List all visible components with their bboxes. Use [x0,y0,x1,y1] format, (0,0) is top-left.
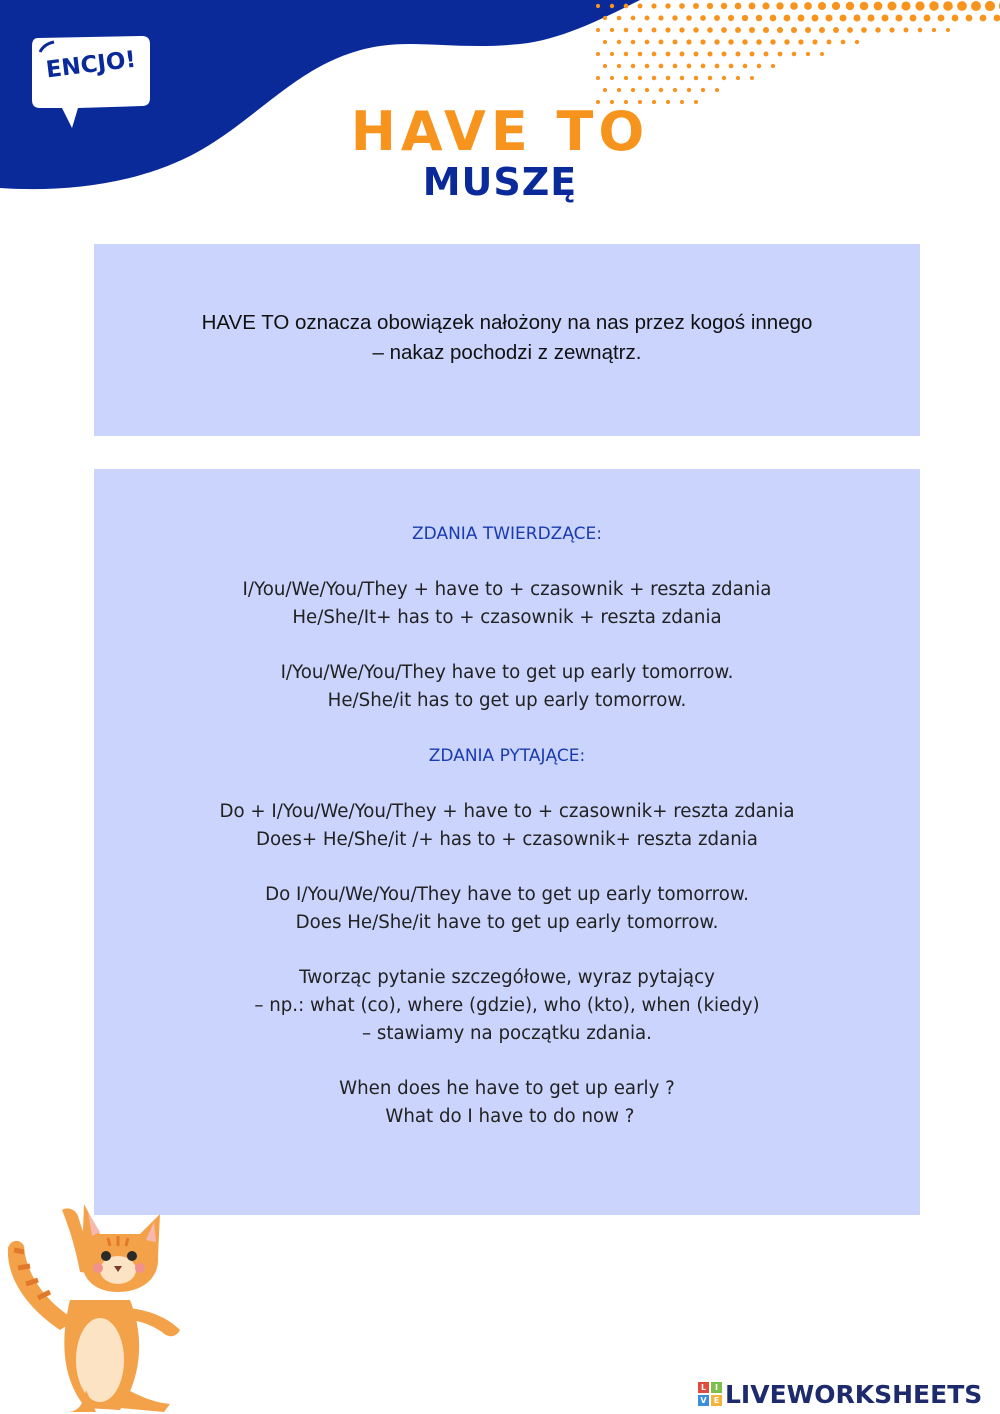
decorative-dot [693,27,698,32]
decorative-dot [617,16,621,20]
decorative-dot [638,76,642,80]
decorative-dot [847,27,853,33]
liveworksheets-brand [698,1378,982,1410]
decorative-dot [617,64,621,68]
decorative-dot [749,27,755,33]
definition-line: – nakaz pochodzi z zewnątrz. [372,341,642,364]
decorative-dot [855,40,859,44]
decorative-dot [694,76,699,81]
decorative-dot [617,88,621,92]
decorative-dot [839,14,846,21]
question-rule: Do + I/You/We/You/They + have to + czasownik+ reszta zdania [219,800,795,822]
decorative-dot [715,64,720,69]
decorative-dot [686,39,691,44]
decorative-dot [957,1,967,11]
decorative-dot [687,64,692,69]
question-example: Do I/You/We/You/They have to get up early tomorrow. [265,884,749,906]
decorative-dot [665,3,670,8]
decorative-dot [617,40,621,44]
decorative-dot [631,88,635,92]
decorative-dot [798,15,805,22]
decorative-dot [715,88,719,92]
decorative-dot [721,51,726,56]
decorative-dot [881,14,888,21]
decorative-dot [658,15,663,20]
decorative-dot [790,2,798,10]
decorative-dot [798,39,803,44]
decorative-dot [680,52,685,57]
question-rule: Does+ He/She/it /+ has to + czasownik+ reszta zdania [256,828,758,850]
decorative-dot [874,2,883,11]
decorative-dot [714,39,719,44]
wh-note: – np.: what (co), where (gdzie), who (kto), when (kiedy) [254,994,760,1016]
decorative-dot [904,28,909,33]
affirmative-rule: I/You/We/You/They + have to + czasownik + reszta zdania [242,579,772,601]
decorative-dot [853,14,860,21]
decorative-dot [651,3,656,8]
decorative-dot [946,28,950,32]
decorative-dot [932,28,936,32]
decorative-dot [708,76,712,80]
decorative-dot [659,64,664,69]
decorative-dot [728,39,733,44]
affirmative-example: I/You/We/You/They have to get up early tomorrow. [280,662,734,684]
decorative-dot [938,15,945,22]
decorative-dot [721,3,727,9]
decorative-dot [693,3,699,9]
decorative-dot [596,28,600,32]
decorative-dot [665,27,670,32]
decorative-dot [804,2,812,10]
decorative-dot [736,76,740,80]
decorative-dot [791,27,797,33]
decorative-dot [624,4,629,9]
decorative-dot [700,39,705,44]
decorative-dot [679,3,685,9]
decorative-dot [638,4,643,9]
brand-icon-letter: V [698,1395,709,1406]
decorative-dot [888,2,897,11]
decorative-dot [603,88,607,92]
decorative-dot [818,2,826,10]
question-example: Does He/She/it have to get up early tomorrow. [295,911,719,933]
decorative-dot [714,15,720,21]
decorative-dot [659,88,663,92]
definition-text [94,308,920,368]
decorative-dot [825,14,832,21]
liveworksheets-icon [698,1382,722,1406]
decorative-dot [645,64,650,69]
decorative-dot [700,15,706,21]
decorative-dot [805,27,811,33]
wh-note: Tworząc pytanie szczegółowe, wyraz pytający [299,967,715,989]
decorative-dot [901,1,910,10]
decorative-dot [672,39,677,44]
decorative-dot [631,64,635,68]
decorative-dot [672,15,677,20]
decorative-dot [707,27,713,33]
decorative-dot [652,52,657,57]
decorative-dot [770,15,777,22]
decorative-dot [980,15,987,22]
decorative-dot [687,88,691,92]
decorative-dot [603,16,607,20]
decorative-dot [749,3,756,10]
decorative-dot [756,39,761,44]
decorative-dot [645,88,649,92]
decorative-dot [610,28,614,32]
decorative-dot [860,2,869,11]
decorative-dot [819,27,825,33]
decorative-dot [812,39,817,44]
decorative-dot [686,15,692,21]
decorative-dot [707,51,712,56]
affirmative-rule: He/She/It+ has to + czasownik + reszta zdania [292,607,722,629]
decorative-dot [762,2,769,9]
decorative-dot [820,52,824,56]
page-subtitle: MUSZĘ [422,160,578,204]
decorative-dot [895,14,902,21]
decorative-dot [673,64,678,69]
decorative-dot [757,64,761,68]
decorative-dot [764,52,769,57]
decorative-dot [910,15,917,22]
decorative-dot [971,1,981,11]
decorative-dot [728,15,734,21]
decorative-dot [735,27,741,33]
brand-icon-letter: E [711,1395,722,1406]
decorative-dot [735,3,742,10]
decorative-dot [750,76,754,80]
decorative-dot [994,15,1000,22]
definition-line: HAVE TO oznacza obowiązek nałożony na nas przez kogoś innego [201,311,813,334]
decorative-dot [742,15,748,21]
decorative-dot [610,4,614,8]
brand-icon-letter: I [711,1382,722,1393]
decorative-dot [638,28,643,33]
cat-illustration [0,1180,230,1414]
liveworksheets-text: LIVEWORKSHEETS [725,1379,983,1409]
logo-text: ENCJO! [44,46,138,84]
decorative-dot [915,1,924,10]
decorative-dot [659,40,664,45]
decorative-dot [631,40,636,45]
decorative-dot [784,15,791,22]
decorative-dot [756,15,763,22]
decorative-dot [771,64,775,68]
decorative-dot [867,14,874,21]
decorative-dot [631,16,636,21]
decorative-dot [596,76,600,80]
decorative-dot [743,64,748,69]
decorative-dot [666,52,671,57]
wh-example: What do I have to do now ? [379,1105,635,1127]
decorative-dot [763,27,769,33]
decorative-dot [729,64,734,69]
decorative-dot [722,76,726,80]
decorative-dot [806,52,810,56]
grammar-box [94,469,920,1215]
affirmative-heading: ZDANIA TWIERDZĄCE: [412,524,602,544]
decorative-dot [652,76,656,80]
decorative-dot [918,28,923,33]
decorative-dot [952,15,959,22]
decorative-dot [666,76,671,81]
decorative-dot [792,52,797,57]
decorative-dot [985,1,995,11]
decorative-dot [966,15,973,22]
decorative-dot [784,39,789,44]
decorative-dot [624,52,628,56]
decorative-dot [707,3,713,9]
brand-icon-letter: L [698,1382,709,1393]
decorative-dot [846,2,854,10]
decorative-dot [776,2,783,9]
decorative-dot [701,88,705,92]
decorative-dot [603,40,607,44]
decorative-dot [596,52,600,56]
affirmative-example: He/She/it has to get up early tomorrow. [327,690,687,712]
page-title: HAVE TO [350,100,650,163]
grammar-text [94,521,920,1130]
decorative-dot [624,76,628,80]
wh-note: – stawiamy na początku zdania. [362,1022,652,1044]
decorative-dot [603,64,607,68]
decorative-dot [827,40,832,45]
decorative-dot [680,76,685,81]
decorative-dot [924,15,931,22]
decorative-dot [610,76,614,80]
wh-example: When does he have to get up early ? [339,1077,675,1099]
decorative-dot [812,15,819,22]
decorative-dot [624,28,629,33]
decorative-dot [645,16,650,21]
decorative-dot [596,4,600,8]
decorative-dot [735,51,740,56]
decorative-dot [742,39,747,44]
decorative-dot [832,2,840,10]
decorative-dot [652,28,657,33]
decorative-dot [875,27,880,32]
decorative-dot [833,27,839,33]
question-heading: ZDANIA PYTAJĄCE: [428,745,586,766]
decorative-dot [693,51,698,56]
decorative-dot [701,64,706,69]
decorative-dot [929,1,938,10]
decorative-dot [841,40,846,45]
definition-box [94,244,920,436]
decorative-dot [889,27,894,32]
decorative-dot [679,27,684,32]
decorative-dot [861,27,867,33]
decorative-dot [645,40,650,45]
decorative-dot [777,27,783,33]
decorative-dot [770,39,775,44]
decorative-dot [638,52,643,57]
decorative-dot [610,52,614,56]
decorative-dot [778,52,783,57]
decorative-dot [673,88,677,92]
decorative-dot [721,27,727,33]
decorative-dot [943,1,953,11]
decorative-dot [749,51,754,56]
